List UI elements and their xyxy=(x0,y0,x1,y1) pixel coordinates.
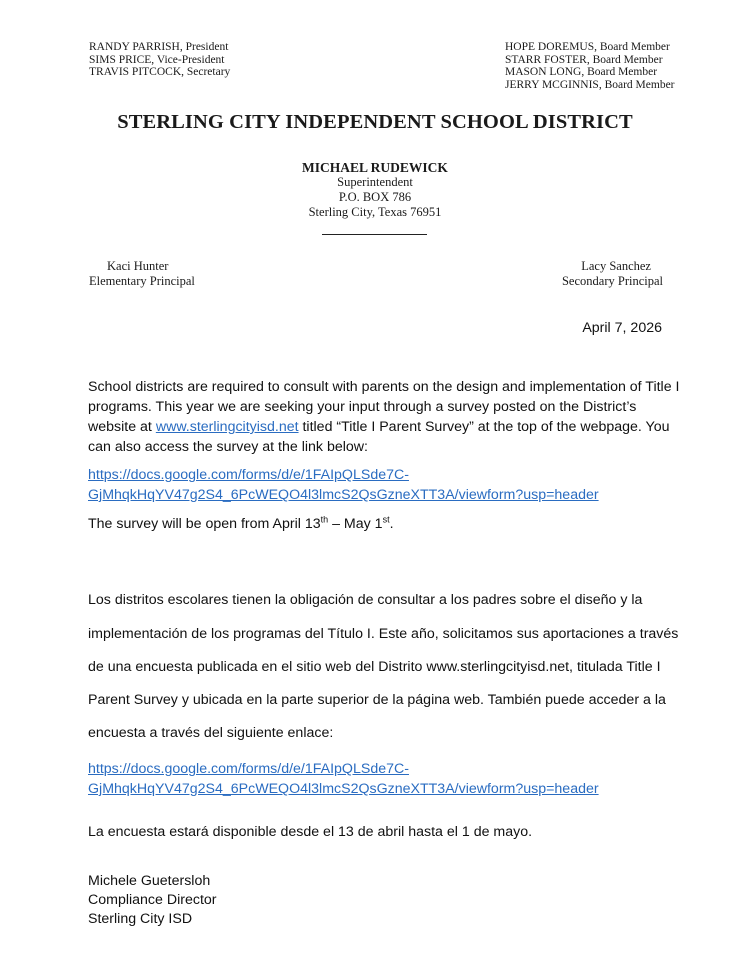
survey-link-line[interactable] xyxy=(88,781,599,797)
board-member: JERRY MCGINNIS, Board Member xyxy=(505,78,675,91)
survey-link-line[interactable] xyxy=(88,761,409,777)
english-paragraph-line: can also access the survey at the link below: xyxy=(88,439,368,455)
english-paragraph-line xyxy=(88,419,670,435)
board-member: TRAVIS PITCOCK, Secretary xyxy=(89,66,231,78)
board-member: HOPE DOREMUS, Board Member xyxy=(505,41,670,53)
district-title: STERLING CITY INDEPENDENT SCHOOL DISTRICT xyxy=(117,111,633,133)
english-paragraph-line: School districts are required to consult with parents on the design and implementation of Title I xyxy=(88,379,680,395)
text: . xyxy=(389,516,394,532)
board-member: MASON LONG, Board Member xyxy=(505,66,658,78)
english-paragraph-line: programs. This year we are seeking your input through a survey posted on the District’s xyxy=(88,399,637,415)
secondary-principal xyxy=(562,259,663,289)
po-box: P.O. BOX 786 xyxy=(338,190,412,204)
text: – May 1 xyxy=(328,516,383,532)
principal-name: Kaci Hunter xyxy=(107,259,169,273)
principal-role: Secondary Principal xyxy=(561,274,663,288)
signature-title: Compliance Director xyxy=(88,892,217,908)
board-members xyxy=(505,41,675,91)
survey-link-line[interactable] xyxy=(88,487,599,503)
survey-link[interactable]: GjMhqkHqYV47g2S4_6PcWEQO4l3lmcS2QsGzneXTT3A/viewform?usp=header xyxy=(88,487,599,503)
superscript: st xyxy=(382,514,390,525)
district-website-link[interactable]: www.sterlingcityisd.net xyxy=(155,419,299,435)
signature-name: Michele Guetersloh xyxy=(88,873,211,889)
survey-link[interactable]: https://docs.google.com/forms/d/e/1FAIpQLSde7C- xyxy=(88,467,409,483)
text: titled “Title I Parent Survey” at the top of the webpage. You xyxy=(298,419,670,435)
text: website at xyxy=(88,419,156,435)
principal-role: Elementary Principal xyxy=(89,274,195,288)
superintendent-role: Superintendent xyxy=(337,175,413,189)
superscript: th xyxy=(320,514,329,525)
text: The survey will be open from April 13 xyxy=(88,516,321,532)
superintendent-name: MICHAEL RUDEWICK xyxy=(302,160,448,175)
superintendent-block xyxy=(0,160,750,220)
spanish-paragraph-line: Los distritos escolares tienen la obligación de consultar a los padres sobre el diseño y la xyxy=(88,592,643,608)
elementary-principal xyxy=(89,259,195,289)
spanish-closing: La encuesta estará disponible desde el 13 de abril hasta el 1 de mayo. xyxy=(88,824,533,840)
signature-org: Sterling City ISD xyxy=(88,911,193,927)
board-member: STARR FOSTER, Board Member xyxy=(505,53,663,66)
board-officers xyxy=(89,41,230,79)
spanish-paragraph-line: Parent Survey y ubicada en la parte superior de la página web. También puede acceder a la xyxy=(88,692,666,708)
board-member: SIMS PRICE, Vice-President xyxy=(89,53,225,66)
letter-date: April 7, 2026 xyxy=(582,320,662,336)
principal-name: Lacy Sanchez xyxy=(581,259,651,273)
spanish-paragraph-line: de una encuesta publicada en el sitio web del Distrito www.sterlingcityisd.net, titulada Title I xyxy=(88,659,661,675)
spanish-paragraph-line: encuesta a través del siguiente enlace: xyxy=(88,725,334,741)
survey-link-line[interactable] xyxy=(88,467,409,483)
survey-link[interactable]: GjMhqkHqYV47g2S4_6PcWEQO4l3lmcS2QsGzneXTT3A/viewform?usp=header xyxy=(88,781,599,797)
divider xyxy=(322,234,427,235)
city-address: Sterling City, Texas 76951 xyxy=(308,205,442,219)
survey-dates xyxy=(88,516,394,532)
spanish-paragraph-line: implementación de los programas del Título I. Este año, solicitamos sus aportaciones a través xyxy=(88,626,679,642)
survey-link[interactable]: https://docs.google.com/forms/d/e/1FAIpQLSde7C- xyxy=(88,761,409,777)
board-member: RANDY PARRISH, President xyxy=(89,41,229,53)
